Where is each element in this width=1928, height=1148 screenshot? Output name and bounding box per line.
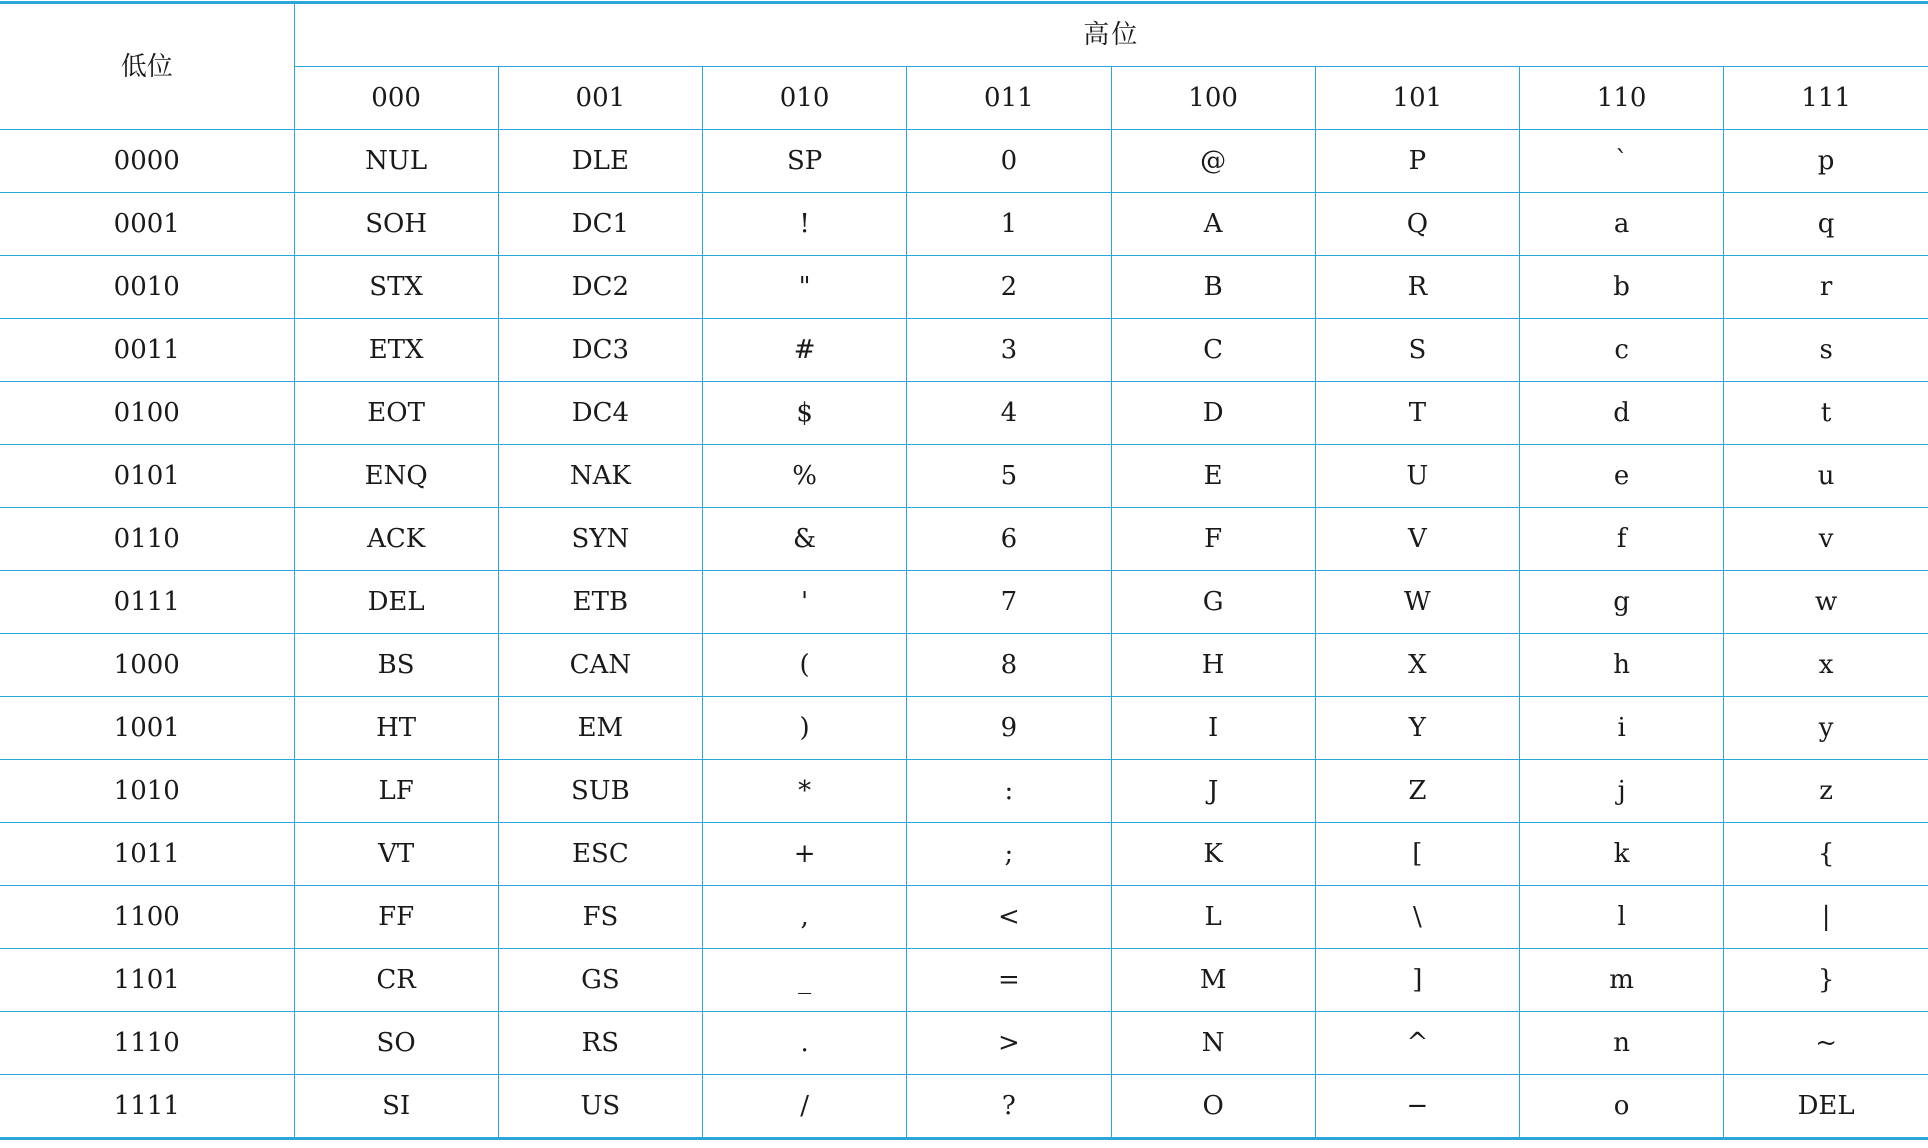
table-cell: SI [294,1075,498,1139]
table-cell: A [1111,193,1315,256]
row-header-low-bits: 0000 [0,130,294,193]
table-cell: ACK [294,508,498,571]
table-cell: q [1724,193,1928,256]
row-header-low-bits: 1100 [0,886,294,949]
table-row [0,760,1928,823]
table-cell: SP [703,130,907,193]
table-row [0,319,1928,382]
table-cell: D [1111,382,1315,445]
table-cell: VT [294,823,498,886]
table-cell: ENQ [294,445,498,508]
table-cell: s [1724,319,1928,382]
table-row [0,571,1928,634]
table-cell: ] [1315,949,1519,1012]
table-cell: 3 [907,319,1111,382]
table-cell: ETX [294,319,498,382]
column-header-high-000: 000 [294,67,498,130]
table-cell: & [703,508,907,571]
table-cell: Y [1315,697,1519,760]
table-cell: B [1111,256,1315,319]
row-header-low-bits: 1010 [0,760,294,823]
column-header-high-001: 001 [498,67,702,130]
table-cell: 6 [907,508,1111,571]
table-cell: ( [703,634,907,697]
table-row [0,886,1928,949]
table-cell: N [1111,1012,1315,1075]
table-cell: ) [703,697,907,760]
table-cell: [ [1315,823,1519,886]
table-cell: DLE [498,130,702,193]
table-cell: : [907,760,1111,823]
table-cell: $ [703,382,907,445]
table-row [0,634,1928,697]
table-row [0,445,1928,508]
table-cell: DC1 [498,193,702,256]
high-bits-header: 高位 [294,3,1928,67]
table-cell: J [1111,760,1315,823]
table-row [0,823,1928,886]
table-cell: @ [1111,130,1315,193]
table-cell: < [907,886,1111,949]
table-cell: ! [703,193,907,256]
column-header-high-101: 101 [1315,67,1519,130]
table-cell: EOT [294,382,498,445]
table-cell: O [1111,1075,1315,1139]
table-row [0,1012,1928,1075]
table-cell: Z [1315,760,1519,823]
table-row [0,697,1928,760]
row-header-low-bits: 1000 [0,634,294,697]
table-cell: . [703,1012,907,1075]
header-row-group [0,3,1928,67]
table-cell: _ [703,949,907,1012]
table-cell: SOH [294,193,498,256]
table-cell: f [1520,508,1724,571]
table-cell: w [1724,571,1928,634]
table-cell: ' [703,571,907,634]
table-cell: EM [498,697,702,760]
table-cell: d [1520,382,1724,445]
ascii-code-table [0,1,1928,1140]
table-cell: 9 [907,697,1111,760]
table-cell: = [907,949,1111,1012]
table-cell: CR [294,949,498,1012]
table-cell: t [1724,382,1928,445]
table-cell: 1 [907,193,1111,256]
table-cell: G [1111,571,1315,634]
table-cell: n [1520,1012,1724,1075]
table-cell: P [1315,130,1519,193]
row-header-low-bits: 1001 [0,697,294,760]
table-cell: L [1111,886,1315,949]
row-header-low-bits: 1111 [0,1075,294,1139]
column-header-high-110: 110 [1520,67,1724,130]
table-cell: x [1724,634,1928,697]
column-header-high-100: 100 [1111,67,1315,130]
table-cell: C [1111,319,1315,382]
table-cell: k [1520,823,1724,886]
table-cell: DC2 [498,256,702,319]
table-cell: 4 [907,382,1111,445]
table-cell: 5 [907,445,1111,508]
table-cell: K [1111,823,1315,886]
table-cell: ^ [1315,1012,1519,1075]
table-cell: { [1724,823,1928,886]
table-cell: v [1724,508,1928,571]
table-cell: W [1315,571,1519,634]
table-cell: ETB [498,571,702,634]
row-header-low-bits: 0110 [0,508,294,571]
table-cell: ; [907,823,1111,886]
table-row [0,1075,1928,1139]
table-cell: z [1724,760,1928,823]
table-cell: i [1520,697,1724,760]
table-cell: FF [294,886,498,949]
table-cell: STX [294,256,498,319]
table-cell: CAN [498,634,702,697]
column-header-high-010: 010 [703,67,907,130]
table-cell: US [498,1075,702,1139]
table-cell: DC3 [498,319,702,382]
column-header-high-111: 111 [1724,67,1928,130]
table-cell: a [1520,193,1724,256]
table-cell: b [1520,256,1724,319]
table-row [0,256,1928,319]
table-cell: + [703,823,907,886]
table-cell: o [1520,1075,1724,1139]
table-cell: m [1520,949,1724,1012]
table-cell: g [1520,571,1724,634]
table-cell: 8 [907,634,1111,697]
row-header-low-bits: 0100 [0,382,294,445]
table-cell: Q [1315,193,1519,256]
table-cell: X [1315,634,1519,697]
table-cell: ? [907,1075,1111,1139]
table-cell: DEL [1724,1075,1928,1139]
row-header-low-bits: 0101 [0,445,294,508]
table-cell: | [1724,886,1928,949]
row-header-low-bits: 0111 [0,571,294,634]
table-cell: V [1315,508,1519,571]
table-cell: F [1111,508,1315,571]
table-cell: y [1724,697,1928,760]
table-cell: ESC [498,823,702,886]
table-cell: NAK [498,445,702,508]
table-cell: } [1724,949,1928,1012]
row-header-low-bits: 0001 [0,193,294,256]
table-cell: R [1315,256,1519,319]
table-cell: DEL [294,571,498,634]
table-cell: p [1724,130,1928,193]
table-cell: % [703,445,907,508]
table-row [0,949,1928,1012]
table-cell: / [703,1075,907,1139]
table-cell: c [1520,319,1724,382]
table-row [0,382,1928,445]
row-header-low-bits: 1101 [0,949,294,1012]
table-cell: 2 [907,256,1111,319]
table-cell: I [1111,697,1315,760]
table-cell: SUB [498,760,702,823]
table-cell: LF [294,760,498,823]
table-cell: # [703,319,907,382]
table-row [0,193,1928,256]
row-header-low-bits: 0010 [0,256,294,319]
table-cell: > [907,1012,1111,1075]
table-cell: u [1724,445,1928,508]
table-cell: NUL [294,130,498,193]
table-cell: DC4 [498,382,702,445]
table-cell: 7 [907,571,1111,634]
table-cell: 0 [907,130,1111,193]
table-cell: HT [294,697,498,760]
row-header-low-bits: 0011 [0,319,294,382]
table-cell: GS [498,949,702,1012]
table-cell: SO [294,1012,498,1075]
table-cell: e [1520,445,1724,508]
table-cell: E [1111,445,1315,508]
table-cell: T [1315,382,1519,445]
table-cell: ` [1520,130,1724,193]
table-cell: U [1315,445,1519,508]
table-cell: h [1520,634,1724,697]
table-cell: − [1315,1075,1519,1139]
table-cell: BS [294,634,498,697]
table-cell: r [1724,256,1928,319]
table-cell: RS [498,1012,702,1075]
table-cell: ~ [1724,1012,1928,1075]
table-row [0,130,1928,193]
table-cell: M [1111,949,1315,1012]
table-cell: , [703,886,907,949]
table-cell: SYN [498,508,702,571]
table-cell: l [1520,886,1724,949]
table-cell: S [1315,319,1519,382]
row-header-low-bits: 1110 [0,1012,294,1075]
table-cell: \ [1315,886,1519,949]
table-cell: FS [498,886,702,949]
low-bits-header: 低位 [0,3,294,130]
column-header-high-011: 011 [907,67,1111,130]
table-cell: " [703,256,907,319]
table-row [0,508,1928,571]
row-header-low-bits: 1011 [0,823,294,886]
table-cell: H [1111,634,1315,697]
table-cell: * [703,760,907,823]
table-cell: j [1520,760,1724,823]
